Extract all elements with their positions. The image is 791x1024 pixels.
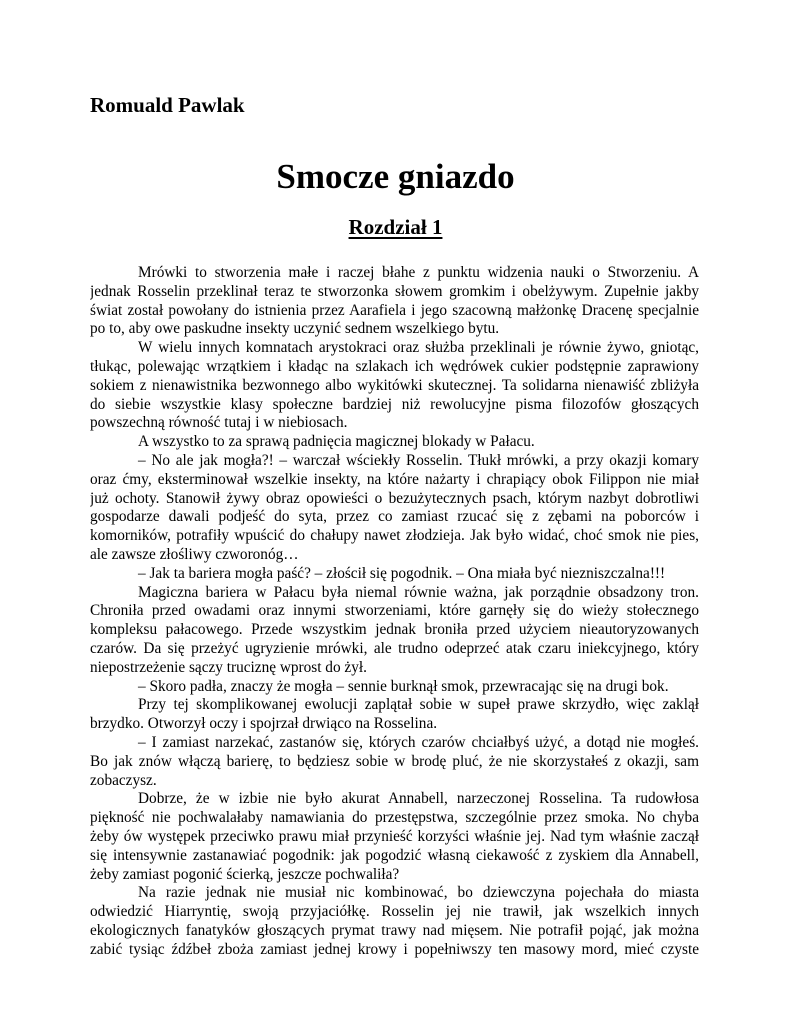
text-line: gospodarze dawali podjeść do syta, przez co zamiast rzucać się z zębami na poborców i bbox=[90, 508, 699, 526]
text-line: – No ale jak mogła?! – warczał wściekły Rosselin. Tłukł mrówki, a przy okazji komary bbox=[138, 451, 699, 469]
text-line: zabić tysiąc źdźbeł zboża zamiast jednej krowy i popełniwszy ten masowy mord, mieć czyste bbox=[90, 940, 699, 958]
text-line: Mrówki to stworzenia małe i raczej błahe z punktu widzenia nauki o Stworzeniu. A bbox=[138, 264, 699, 281]
author-name: Romuald Pawlak bbox=[90, 93, 245, 117]
text-line: A wszystko to za sprawą padnięcia magicznej blokady w Pałacu. bbox=[138, 433, 535, 451]
body-text bbox=[90, 264, 699, 959]
chapter-heading-text: Rozdział 1 bbox=[348, 215, 443, 239]
text-line: kompleksu pałacowego. Przede wszystkim jednak broniła przed użyciem nieautoryzowanych bbox=[90, 621, 699, 639]
text-line: ekologicznych fanatyków głoszących prymat trawy nad mięsem. Nie potrafił pojąć, jak można bbox=[90, 921, 699, 939]
text-line: W wielu innych komnatach arystokraci oraz służba przeklinali je równie żywo, gniotąc, bbox=[138, 339, 699, 357]
text-line: komorników, potrafiły wpuścić do chałupy nawet złodzieja. Jak było widać, choć smok nie pies, bbox=[90, 527, 699, 545]
text-line: żeby ów występek przeciwko prawu miał przynieść korzyści właśnie jej. Nad tym właśnie zaczął bbox=[90, 827, 699, 845]
text-line: zobaczysz. bbox=[90, 771, 157, 789]
text-line: brzydko. Otworzył oczy i spojrzał drwiąco na Rosselina. bbox=[90, 715, 438, 733]
text-line: żeby zamiast pogonić ścierką, jeszcze pochwaliła? bbox=[90, 865, 400, 883]
book-title: Smocze gniazdo bbox=[276, 157, 515, 196]
text-line: Chroniła przed owadami oraz innymi stworzeniami, które garnęły się do wieży stołecznego bbox=[90, 602, 699, 620]
chapter-heading bbox=[0, 213, 791, 241]
text-line: Magiczna bariera w Pałacu była niemal równie ważna, jak porządnie obsadzony tron. bbox=[138, 583, 699, 601]
text-line: piękność nie pochwalałaby namawiania do przestępstwa, szczególnie przez smoka. No chyba bbox=[90, 809, 699, 827]
text-line: po to, aby owe paskudne insekty uczynić sednem wszelkiego bytu. bbox=[90, 320, 500, 338]
text-line: ale zawsze złośliwy czworonóg… bbox=[90, 545, 299, 563]
text-line: Dobrze, że w izbie nie było akurat Annabell, narzeczonej Rosselina. Ta rudowłosa bbox=[138, 790, 699, 808]
text-line: – I zamiast narzekać, zastanów się, których czarów chciałbyś użyć, a dotąd nie mogłeś. bbox=[138, 733, 699, 751]
text-line: niepostrzeżenie sączy truciznę wprost do żył. bbox=[90, 658, 367, 676]
text-line: sokiem z nienawistnika bezwonnego albo wykitówki skutecznej. Ta solidarna nienawiść zbliżyła bbox=[90, 376, 699, 394]
text-line: świat został powołany do istnienia przez Aarafiela i jego szacowną małżonkę Dracenę specjalnie bbox=[90, 301, 699, 319]
text-line: się intensywnie zastanawiać pogodnik: jak pogodzić własną ciekawość z zyskiem dla Annabell, bbox=[90, 846, 699, 864]
text-line: już ochoty. Stanowił żywy obraz opowieści o bezużytecznych psach, którym nazbyt dobrotliwi bbox=[90, 489, 699, 507]
text-line: czarów. Da się przeżyć ugryzienie mrówki, ale trudno odeprzeć atak czaru iniekcyjnego, który bbox=[90, 639, 699, 657]
text-line: powszechną równość tutaj i w niebiosach. bbox=[90, 414, 348, 432]
text-line: oraz ćmy, eksterminował wszelkie insekty, na które nażarty i chrapiący obok Filippon nie miał bbox=[90, 470, 699, 488]
text-line: Bo jak znów włączą barierę, to będziesz sobie w brodę pluć, że nie skorzystałeś z okazji, sam bbox=[90, 752, 699, 770]
text-line: Przy tej skomplikowanej ewolucji zaplątał sobie w supeł prawe skrzydło, więc zaklął bbox=[138, 696, 699, 714]
text-line: Na razie jednak nie musiał nic kombinować, bo dziewczyna pojechała do miasta bbox=[138, 884, 699, 902]
text-line: odwiedzić Hiarryntię, swoją przyjaciółkę. Rosselin jej nie trawił, jak wszelkich innych bbox=[90, 903, 699, 921]
text-line: do siebie wszystkie klasy społeczne bardziej niż rewolucyjne pisma filozofów głoszących bbox=[90, 395, 699, 413]
text-line: tłukąc, polewając wrzątkiem i kładąc na szlakach ich wędrówek cukier podstępnie zaprawiony bbox=[90, 357, 699, 375]
text-line: jednak Rosselin przeklinał teraz te stworzonka słowem gromkim i obelżywym. Zupełnie jakby bbox=[90, 282, 699, 300]
text-line: – Jak ta bariera mogła paść? – złościł się pogodnik. – Ona miała być niezniszczalna!!! bbox=[138, 564, 666, 582]
text-line: – Skoro padła, znaczy że mogła – sennie burknął smok, przewracając się na drugi bok. bbox=[138, 677, 669, 695]
